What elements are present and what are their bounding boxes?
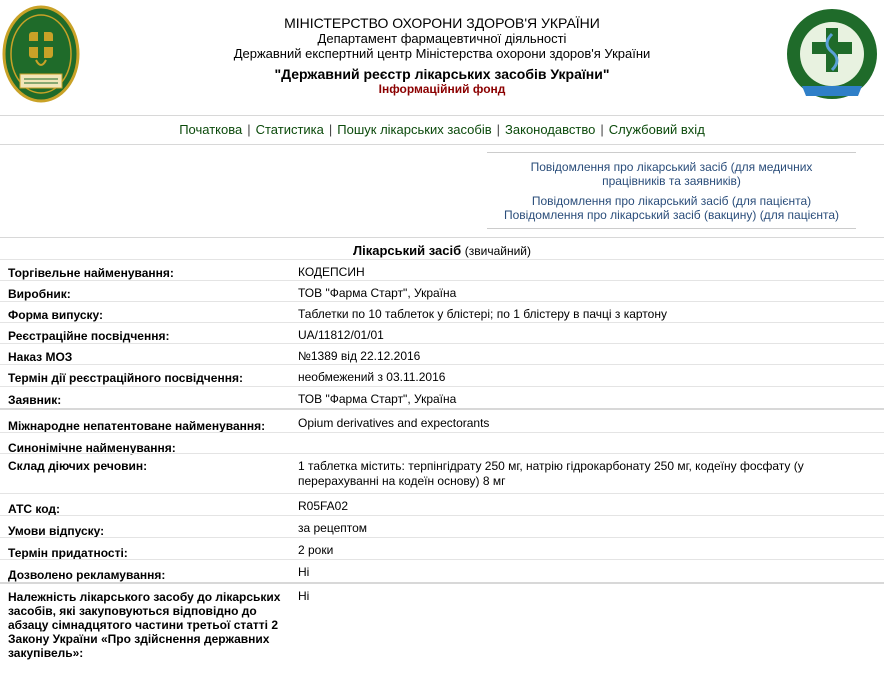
ministry-name: МІНІСТЕРСТВО ОХОРОНИ ЗДОРОВ'Я УКРАЇНИ: [284, 15, 600, 31]
field-label: Наказ МОЗ: [8, 350, 73, 364]
nav-statistics[interactable]: Статистика: [255, 122, 324, 137]
field-value: UA/11812/01/01: [298, 328, 384, 342]
notice-links: [487, 152, 856, 229]
field-value: №1389 від 22.12.2016: [298, 349, 421, 363]
field-row-synonyms: [0, 432, 884, 453]
field-row-applicant: [0, 386, 884, 408]
field-label: Синонімічне найменування:: [8, 441, 176, 455]
field-label: Склад діючих речовин:: [8, 459, 148, 473]
field-value: Ні: [298, 589, 310, 603]
field-value: КОДЕПСИН: [298, 265, 365, 279]
nav-separator: |: [328, 122, 333, 137]
field-label: Виробник:: [8, 287, 71, 301]
field-row-advertising: [0, 559, 884, 582]
field-label: Умови відпуску:: [8, 524, 105, 538]
field-label: Реєстраційне посвідчення:: [8, 329, 170, 343]
drug-kind: (звичайний): [464, 244, 531, 258]
field-value: Таблетки по 10 таблеток у блістері; по 1 блістеру в пачці з картону: [298, 307, 667, 321]
field-value: 2 роки: [298, 543, 334, 557]
nav-separator: |: [600, 122, 604, 137]
registry-title: "Державний реєстр лікарських засобів України": [274, 66, 610, 82]
drug-details-table: [0, 259, 884, 674]
field-label: Заявник:: [8, 393, 62, 407]
notices-section: [0, 145, 884, 237]
field-row-trade-name: [0, 259, 884, 280]
field-label: Дозволено рекламування:: [8, 568, 166, 582]
site-header: [0, 0, 884, 116]
notice-vaccine-link[interactable]: Повідомлення про лікарський засіб (вакцину) (для пацієнта): [503, 208, 840, 222]
field-label: Належність лікарського засобу до лікарських засобів, які закуповуються відповідно до абзацу сімнадцятого частини третьої статті 2 Закону України «Про здійснення державних закупівель»:: [8, 590, 281, 660]
field-value: за рецептом: [298, 521, 368, 535]
field-row-registration: [0, 322, 884, 343]
field-label: Форма випуску:: [8, 308, 104, 322]
field-row-shelf-life: [0, 537, 884, 559]
field-row-composition: [0, 453, 884, 493]
field-row-procurement: [0, 582, 884, 674]
field-row-manufacturer: [0, 280, 884, 301]
field-label: АТС код:: [8, 502, 61, 516]
nav-separator: |: [247, 122, 251, 137]
header-titles: [0, 16, 884, 97]
notice-medical-line2[interactable]: працівників та заявників): [602, 174, 741, 188]
field-row-inn: [0, 408, 884, 432]
nav-separator: |: [496, 122, 501, 137]
main-nav: [0, 116, 884, 145]
expert-center-logo-icon[interactable]: [782, 4, 882, 108]
field-row-order: [0, 343, 884, 364]
field-label: Термін дії реєстраційного посвідчення:: [8, 371, 243, 385]
nav-legislation[interactable]: Законодавство: [505, 122, 596, 137]
field-label: Міжнародне непатентоване найменування:: [8, 419, 266, 433]
notice-patient-link[interactable]: Повідомлення про лікарський засіб (для пацієнта): [531, 194, 812, 208]
field-value: ТОВ "Фарма Старт", Україна: [298, 286, 457, 300]
field-value: необмежений з 03.11.2016: [298, 370, 446, 384]
field-row-form: [0, 301, 884, 322]
field-label: Термін придатності:: [8, 546, 128, 560]
field-value: Opium derivatives and expectorants: [298, 416, 490, 430]
drug-title: Лікарський засіб: [353, 243, 462, 258]
field-value: 1 таблетка містить: терпінгідрату 250 мг, натрію гідрокарбонату 250 мг, кодеїну фосфату (у перерахуванні на кодеїн основу) 8 мг: [298, 459, 804, 488]
field-row-dispensing: [0, 515, 884, 537]
field-row-validity: [0, 364, 884, 386]
info-fund-label: Інформаційний фонд: [378, 82, 506, 96]
nav-home[interactable]: Початкова: [179, 122, 243, 137]
center-name: Державний експертний центр Міністерства охорони здоров'я України: [233, 46, 651, 61]
department-name: Департамент фармацевтичної діяльності: [317, 31, 567, 46]
field-row-atc: [0, 493, 884, 515]
nav-service-login[interactable]: Службовий вхід: [608, 122, 705, 137]
notice-medical-link[interactable]: [487, 160, 856, 188]
field-value: ТОВ "Фарма Старт", Україна: [298, 392, 457, 406]
field-value: Ні: [298, 565, 310, 579]
nav-search-drugs[interactable]: Пошук лікарських засобів: [337, 122, 492, 137]
field-label: Торгівельне найменування:: [8, 266, 174, 280]
field-value: R05FA02: [298, 499, 349, 513]
drug-section-title: [0, 237, 884, 259]
notice-medical-line1[interactable]: Повідомлення про лікарський засіб (для медичних: [530, 160, 813, 174]
